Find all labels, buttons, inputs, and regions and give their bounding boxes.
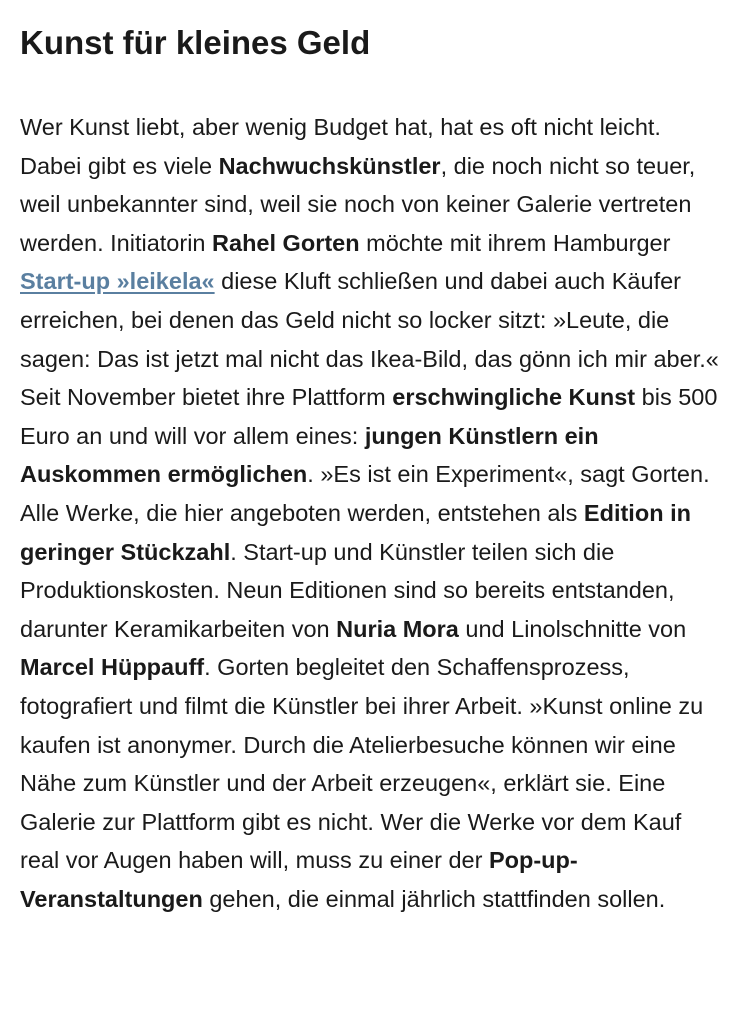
body-text-segment: Wer Kunst liebt, aber wenig Budget hat, hat es oft nicht leicht. Dabei gibt es viele (20, 114, 661, 179)
body-text-segment: diese Kluft schließen und dabei auch Käufer erreichen, bei denen das Geld nicht so locker sitzt: »Leute, die sagen: Das ist jetzt mal nicht das Ikea-Bild, das gönn ich mir aber.« Seit November bietet ihre Plattform (20, 268, 719, 411)
body-text-segment: . Gorten begleitet den Schaffensprozess, fotografiert und filmt die Künstler bei ihrer Arbeit. »Kunst online zu kaufen ist anonymer. Durch die Atelierbesuche können wir eine Nähe zum Künstler und der Arbeit erzeugen«, erklärt sie. Eine Galerie zur Plattform gibt es nicht. Wer die Werke vor dem Kauf real vor Augen haben will, muss zu einer der (20, 654, 704, 874)
article (20, 22, 720, 918)
startup-link[interactable]: Start-up »leikela« (20, 268, 215, 295)
highlight-emerging-artists: Nachwuchskünstler (218, 152, 441, 179)
highlight-artist-income: jungen Künstlern ein Auskommen ermöglichen (20, 422, 599, 488)
body-text-segment: . Start-up und Künstler teilen sich die Produktionskosten. Neun Editionen sind so bereits entstanden, darunter Keramikarbeiten von (20, 538, 675, 642)
highlight-artist-marcel-hueppauff: Marcel Hüppauff (20, 654, 205, 681)
article-title: Kunst für kleines Geld (20, 24, 371, 61)
highlight-artist-nuria-mora: Nuria Mora (336, 615, 459, 642)
body-text-segment: möchte mit ihrem Hamburger (359, 229, 671, 256)
body-text-segment: und Linolschnitte von (458, 615, 687, 642)
article-body (20, 108, 720, 918)
highlight-popup-events: Pop-up-Veranstaltungen (20, 847, 578, 912)
body-text-segment: , die noch nicht so teuer, weil unbekannter sind, weil sie noch von keiner Galerie vertreten werden. Initiatorin (20, 152, 696, 256)
highlight-founder-name: Rahel Gorten (212, 229, 360, 256)
highlight-limited-edition: Edition in geringer Stückzahl (20, 499, 691, 565)
body-text-segment: gehen, die einmal jährlich stattfinden sollen. (202, 885, 666, 912)
body-text-segment: bis 500 Euro an und will vor allem eines: (20, 384, 718, 449)
body-text-segment: . »Es ist ein Experiment«, sagt Gorten. Alle Werke, die hier angeboten werden, entstehen als (20, 461, 710, 526)
highlight-affordable-art: erschwingliche Kunst (392, 384, 636, 411)
